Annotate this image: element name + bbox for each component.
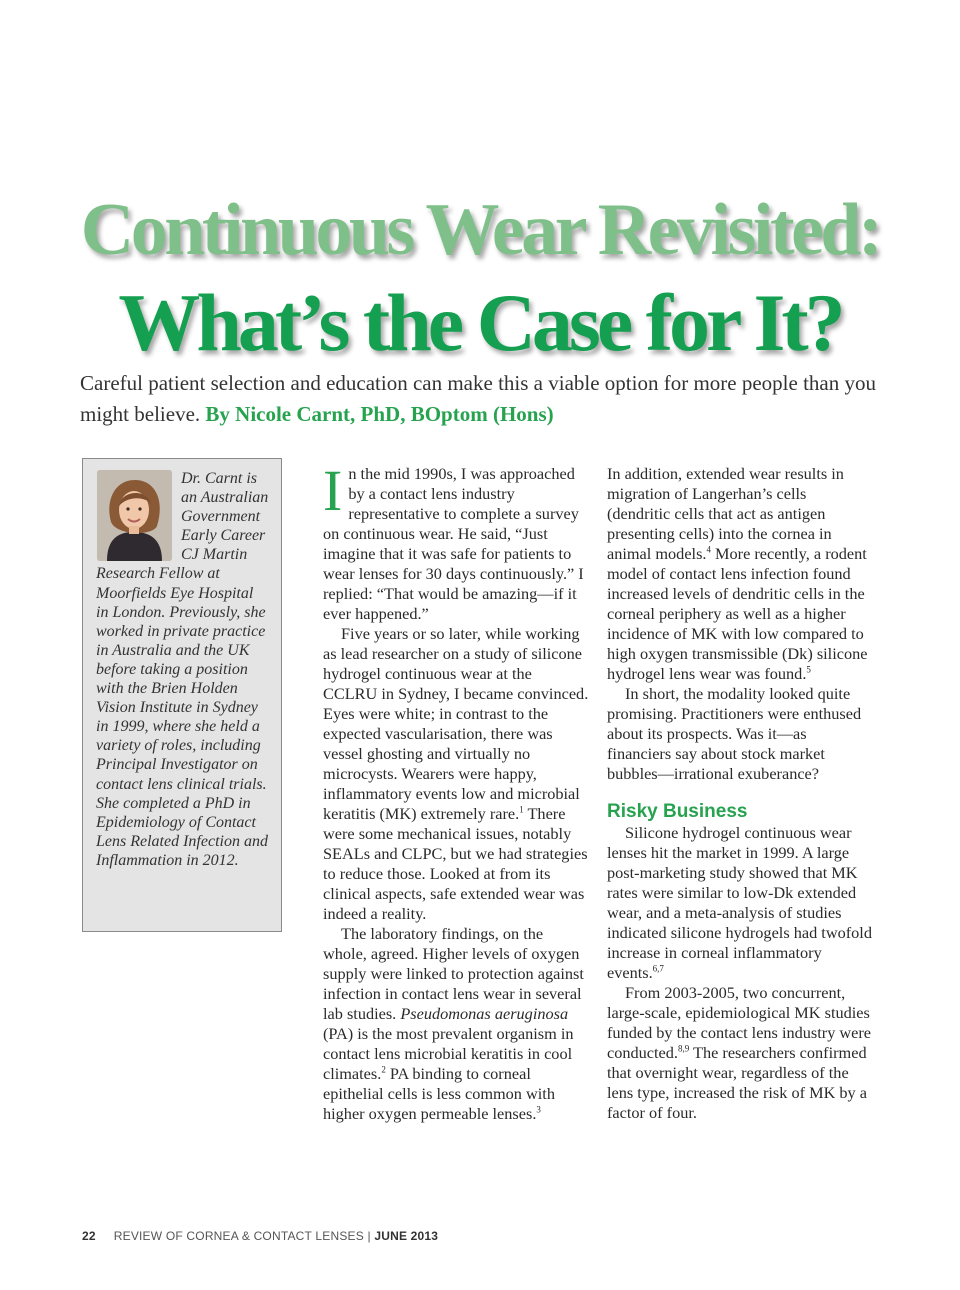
species-name: Pseudomonas aeruginosa	[400, 1004, 569, 1023]
paragraph	[323, 924, 589, 1124]
section-heading: Risky Business	[607, 801, 748, 822]
drop-cap: I	[323, 458, 343, 523]
paragraph-text: The researchers confirmed that overnight wear, regardless of the lens type, increased the risk of MK by a factor of four.	[607, 1043, 867, 1122]
publication-name: REVIEW OF CORNEA & CONTACT LENSES |	[113, 1229, 375, 1243]
reference-marker: 4	[706, 544, 711, 555]
reference-marker: 3	[536, 1104, 541, 1115]
paragraph-text: Five years or so later, while working as lead researcher on a study of silicone hydrogel continuous wear at the CCLRU in Sydney, I became convinced. Eyes were white; in contrast to the expected vascularisation, there was vessel ghosting and virtually no microcysts. Wearers were happy, inflammatory events low and microbial keratitis (MK) extremely rare.	[323, 624, 589, 823]
paragraph-text: The laboratory findings, on the whole, agreed. Higher levels of oxygen supply were linked to protection against infection in contact lens wear in several lab studies.	[323, 924, 584, 1023]
reference-marker: 2	[381, 1064, 386, 1075]
paragraph	[323, 458, 589, 624]
paragraph-text: From 2003-2005, two concurrent, large-scale, epidemiological MK studies funded by the contact lens industry were conducted.	[607, 983, 872, 1062]
reference-marker: 5	[806, 664, 811, 675]
reference-marker: 6,7	[652, 963, 664, 974]
page-footer	[82, 1229, 438, 1243]
paragraph-text: (PA) is the most prevalent organism in contact lens microbial keratitis in cool climates.	[323, 1024, 574, 1083]
author-portrait-image	[97, 470, 172, 561]
paragraph	[323, 624, 589, 924]
paragraph-text: There were some mechanical issues, notably SEALs and CLPC, but we had strategies to reduce those. Looked at from its clinical aspects, safe extended wear was indeed a reality.	[323, 804, 588, 923]
page-number: 22	[82, 1229, 96, 1243]
article-column-2	[607, 464, 873, 1123]
paragraph	[607, 684, 873, 784]
paragraph-text: PA binding to corneal epithelial cells is less common with higher oxygen permeable lenses.	[323, 1064, 555, 1123]
paragraph-text: In addition, extended wear results in migration of Langerhan’s cells (dendritic cells that act as antigen presenting cells) into the cornea in animal models.	[607, 464, 844, 563]
title-line-2: What’s the Case for It?	[118, 277, 842, 368]
bio-text: Dr. Carnt is an Australian Government Early Career CJ Martin Research Fellow at Moorfields Eye Hospital in London. Previously, she worked in private practice in Australia and the UK before taking a position with the Brien Holden Vision Institute in Sydney in 1999, where she held a variety of roles, including Principal Investigator on contact lens clinical trials. She completed a PhD in Epidemiology of Contact Lens Related Infection and Inflammation in 2012.	[96, 470, 269, 869]
author-bio-box	[82, 458, 282, 932]
article-column-1	[323, 458, 589, 1124]
paragraph-text: More recently, a rodent model of contact lens infection found increased levels of dendritic cells in the corneal periphery as well as a higher incidence of MK with low compared to high oxygen transmissible (Dk) silicone hydrogel lens wear was found.	[607, 544, 868, 683]
issue-date: JUNE 2013	[374, 1229, 439, 1243]
reference-marker: 8,9	[677, 1043, 690, 1054]
author-photo	[97, 470, 172, 561]
paragraph-text: In short, the modality looked quite promising. Practitioners were enthused about its prospects. Was it—as financiers say about stock market bubbles—irrational exuberance?	[607, 684, 862, 783]
paragraph-text: n the mid 1990s, I was approached by a contact lens industry representative to complete a survey on continuous wear. He said, “Just imagine that it was safe for patients to wear lenses for 30 days continuously.” I replied: “That would be amazing—if it ever happened.”	[323, 464, 584, 623]
paragraph	[607, 983, 873, 1123]
title-line-1: Continuous Wear Revisited:	[80, 189, 880, 271]
reference-marker: 1	[519, 804, 524, 815]
paragraph-text: Silicone hydrogel continuous wear lenses hit the market in 1999. A large post-marketing study showed that MK rates were similar to low-Dk extended wear, and a meta-analysis of studies indicated silicone hydrogels had twofold increase in corneal inflammatory events.	[607, 823, 872, 982]
paragraph	[607, 823, 873, 983]
deck-text: Careful patient selection and education can make this a viable option for more people than you might believe.	[80, 371, 876, 426]
paragraph	[607, 464, 873, 684]
article-deck	[80, 368, 880, 430]
author-byline: By Nicole Carnt, PhD, BOptom (Hons)	[205, 402, 554, 426]
